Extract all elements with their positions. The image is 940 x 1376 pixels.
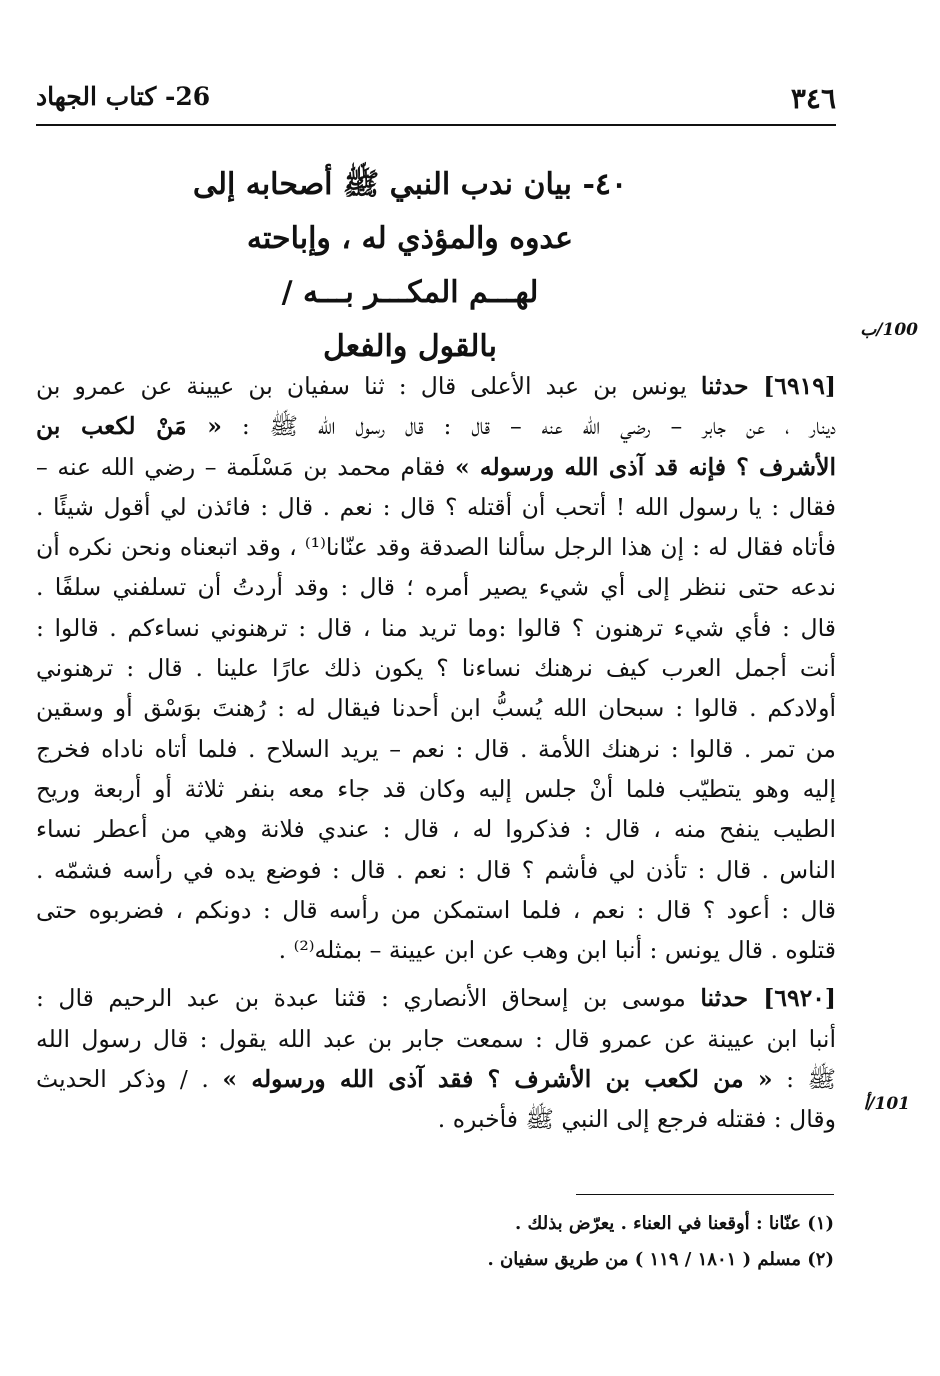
- text-line: [36, 447, 836, 487]
- heading-line: عدوه والمؤذي له ، وإباحته: [246, 221, 574, 256]
- text-run: الناس . قال : تأذن لي فأشم ؟ قال : نعم . قال : فوضع يده في رأسه فشمّه .: [36, 855, 836, 884]
- bold-text: [٦٩١٩] حدثنا: [700, 372, 836, 400]
- bold-text: « من لكعب بن الأشرف ؟ فقد آذى الله ورسوله »: [222, 1065, 773, 1094]
- text-line: [36, 608, 836, 648]
- chapter-heading: [160, 158, 660, 374]
- text-line: [36, 406, 836, 446]
- text-line: [36, 809, 836, 849]
- text-line: [36, 930, 836, 970]
- bold-text: « مَنْ لكعب بن: [36, 412, 222, 441]
- bold-text: [٦٩٢٠] حدثنا: [700, 984, 836, 1013]
- hadith-6920: [36, 978, 836, 1139]
- footnote: (٢) مسلم ( ١٨٠١ / ١١٩ ) من طريق سفيان .: [487, 1249, 834, 1270]
- page-number: ٣٤٦: [790, 82, 836, 115]
- text-run: أنت أجمل العرب كيف نرهنك نساءنا ؟ يكون ذلك عارًا علينا . قال : ترهنوني: [36, 654, 836, 683]
- text-line: [36, 978, 836, 1018]
- text-run: فقام محمد بن مَسْلَمة – رضي الله عنه –: [36, 452, 455, 481]
- text-line: [36, 567, 836, 607]
- margin-folio-note: 100/ب: [860, 320, 918, 340]
- bold-text: الأشرف ؟ فإنه قد آذى الله ورسوله »: [454, 452, 836, 481]
- text-line: [36, 1059, 836, 1099]
- text-line: [36, 648, 836, 688]
- text-line: [36, 769, 836, 809]
- text-run: الطيب ينفح منه ، قال : فذكروا له ، قال : عندي فلانة وهي من أعطر نساء: [36, 815, 836, 844]
- body-text: [36, 366, 836, 1140]
- text-line: [36, 850, 836, 890]
- text-line: [36, 366, 836, 406]
- text-line: [36, 1099, 836, 1139]
- text-run: قال : أعود ؟ قال : نعم ، فلما استمكن من رأسه قال : دونكم ، فضربوه حتى: [36, 895, 836, 924]
- hadith-6919: [36, 366, 836, 970]
- text-run: قتلوه . قال يونس : أنبا ابن وهب عن ابن عيينة – بمثله⁽²⁾ .: [278, 936, 836, 965]
- book-title: 26- كتاب الجهاد: [36, 82, 211, 111]
- heading-line: لهـــم المكـــر بـــه /: [281, 275, 539, 310]
- text-run: إليه وهو يتطيّب فلما أنْ جلس إليه وكان قد جاء معه بنفر ثلاثة أو أربعة وريح: [36, 774, 836, 803]
- text-run: من تمر . قالوا : نرهنك اللأمة . قال : نعم – يريد السلاح . فلما أتاه ناداه فخرج: [36, 734, 836, 763]
- text-run: أنبا ابن عيينة عن عمرو قال : سمعت جابر بن عبد الله يقول : قال رسول الله: [36, 1024, 836, 1053]
- margin-folio-note: 101/أ: [863, 1094, 910, 1114]
- text-run: ندعه حتى ننظر إلى أي شيء يصير أمره ؛ قال : وقد أردتُ أن تسلفني سلفًا .: [36, 573, 836, 602]
- footnote: (١) عنّانا : أوقعنا في العناء . يعرّض بذلك .: [515, 1213, 834, 1234]
- heading-line: ٤٠- بيان ندب النبي ﷺ أصحابه إلى: [192, 167, 628, 202]
- text-line: [36, 527, 836, 567]
- text-run: موسى بن إسحاق الأنصاري : قثنا عبدة بن عبد الرحيم قال :: [36, 984, 701, 1013]
- text-line: [36, 890, 836, 930]
- running-header: [36, 78, 836, 118]
- footnote-rule: [576, 1194, 834, 1195]
- text-run: . / وذكر الحديث: [36, 1065, 223, 1094]
- text-line: [36, 688, 836, 728]
- text-run: أولادكم . قالوا : سبحان الله يُسبُّ ابن أحدنا فيقال له : رُهنتَ بوَسْق أو وسقين: [36, 694, 836, 723]
- text-run: دينار ، عن جابر – رضي الله عنه – قال : قال رسول الله ﷺ :: [221, 412, 836, 441]
- heading-line: بالقول والفعل: [323, 329, 497, 364]
- text-line: [36, 729, 836, 769]
- text-line: [36, 487, 836, 527]
- footnotes: [74, 1206, 834, 1278]
- text-run: يونس بن عبد الأعلى قال : ثنا سفيان بن عيينة عن عمرو بن: [36, 372, 701, 400]
- text-run: فقال : يا رسول الله ! أتحب أن أقتله ؟ قال : نعم . قال : فائذن لي أقول شيئًا .: [36, 492, 836, 521]
- text-run: فأتاه فقال له : إن هذا الرجل سألنا الصدقة وقد عنّانا⁽¹⁾ ، وقد اتبعناه ونحن نكره أن: [36, 533, 836, 562]
- text-line: [36, 1019, 836, 1059]
- text-run: قال : فأي شيء ترهنون ؟ قالوا :وما تريد منا ، قال : ترهنوني نساءكم . قالوا :: [36, 613, 836, 642]
- header-rule: [36, 124, 836, 126]
- text-run: ﷺ :: [772, 1065, 836, 1094]
- text-run: وقال : فقتله فرجع إلى النبي ﷺ فأخبره .: [437, 1105, 836, 1134]
